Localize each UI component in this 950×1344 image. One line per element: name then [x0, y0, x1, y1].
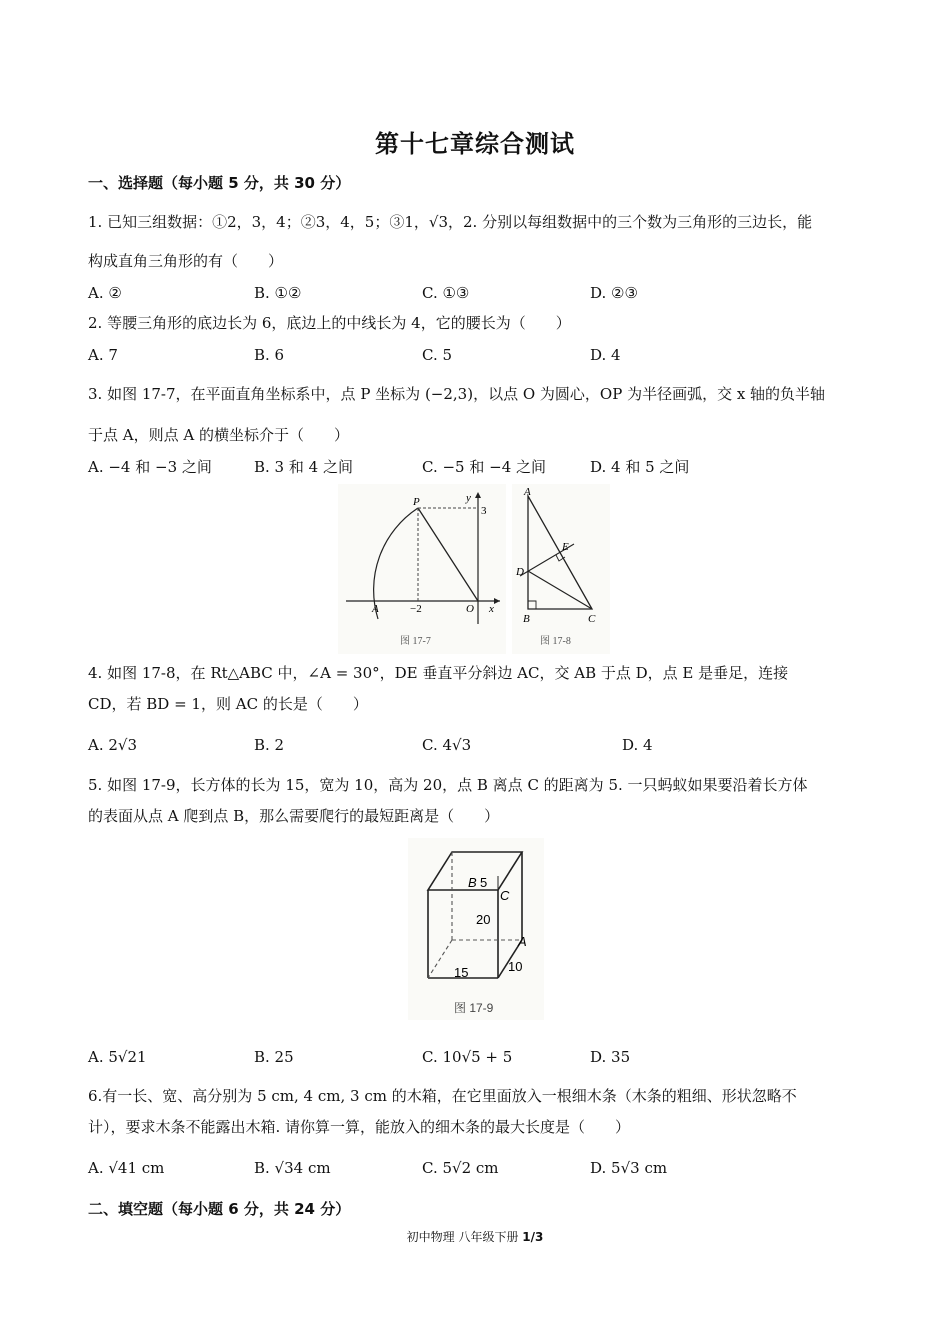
hidden-edge-left: [428, 940, 452, 978]
question-5-text-line-2: 的表面从点 A 爬到点 B，那么需要爬行的最短距离是（ ）: [88, 807, 500, 825]
option-c[interactable]: C. ①③: [422, 284, 470, 302]
option-c[interactable]: C. 10√5 + 5: [422, 1048, 513, 1066]
option-b[interactable]: B. √34 cm: [254, 1159, 331, 1177]
question-3-options: [88, 457, 868, 477]
label-b: B: [523, 613, 530, 625]
question-3-text-line-2: 于点 A，则点 A 的横坐标介于（ ）: [88, 426, 349, 444]
option-d[interactable]: D. 5√3 cm: [590, 1159, 668, 1177]
option-d[interactable]: D. 4: [590, 346, 621, 364]
right-angle-b: [528, 601, 536, 609]
page-title: 第十七章综合测试: [375, 130, 575, 158]
question-4-options: [88, 735, 868, 755]
caption: 图 17-9: [454, 1001, 494, 1015]
label-5: 5: [480, 875, 488, 890]
figure-17-7: [338, 484, 506, 654]
label-b: B: [468, 875, 477, 890]
label-a: A: [524, 486, 531, 498]
section-heading-fill-in: 二、填空题（每小题 6 分，共 24 分）: [88, 1200, 351, 1218]
option-a[interactable]: A. 7: [88, 346, 118, 364]
option-c[interactable]: C. 4√3: [422, 736, 472, 754]
question-4-text-line-2: CD，若 BD = 1，则 AC 的长是（ ）: [88, 695, 368, 713]
question-6-text-line-1: 6.有一长、宽、高分别为 5 cm, 4 cm, 3 cm 的木箱，在它里面放入一根细木条（木条的粗细、形状忽略不: [88, 1087, 797, 1105]
label-minus-2: −2: [410, 603, 422, 615]
option-b[interactable]: B. 2: [254, 736, 285, 754]
question-1-options: [88, 283, 868, 303]
label-o: O: [466, 603, 474, 615]
footer-text: 初中物理 八年级下册: [406, 1230, 519, 1244]
option-b[interactable]: B. 25: [254, 1048, 294, 1066]
label-c: C: [500, 888, 510, 903]
label-c: C: [588, 613, 596, 625]
page-footer: [0, 1228, 950, 1245]
y-axis-arrow: [475, 492, 481, 498]
question-5-options: [88, 1047, 868, 1067]
label-x: x: [489, 603, 494, 615]
page-number: 1/3: [522, 1230, 544, 1244]
option-c[interactable]: C. −5 和 −4 之间: [422, 458, 547, 476]
option-a[interactable]: A. 5√21: [88, 1048, 147, 1066]
option-a[interactable]: A. 2√3: [88, 736, 138, 754]
question-4-text-line-1: 4. 如图 17-8，在 Rt△ABC 中，∠A = 30°，DE 垂直平分斜边 AC，交 AB 于点 D，点 E 是垂足，连接: [88, 664, 789, 682]
option-a[interactable]: A. −4 和 −3 之间: [88, 458, 212, 476]
label-3: 3: [481, 505, 487, 517]
label-d: D: [516, 566, 524, 578]
label-p: P: [413, 496, 420, 508]
question-1-text-line-1: 1. 已知三组数据：①2，3，4；②3，4，5；③1，√3，2. 分别以每组数据中的三个数为三角形的三边长，能: [88, 213, 813, 231]
label-20: 20: [476, 912, 491, 927]
question-2-options: [88, 345, 868, 365]
figure-17-8: [512, 484, 610, 654]
label-a: A: [518, 934, 527, 949]
option-d[interactable]: D. 4: [622, 736, 653, 754]
label-10: 10: [508, 959, 523, 974]
segment-cd: [528, 571, 592, 609]
label-15: 15: [454, 965, 469, 980]
option-d[interactable]: D. 4 和 5 之间: [590, 458, 690, 476]
option-b[interactable]: B. 6: [254, 346, 285, 364]
x-axis-arrow: [494, 598, 500, 604]
caption: 图 17-7: [400, 636, 431, 647]
option-c[interactable]: C. 5: [422, 346, 453, 364]
option-d[interactable]: D. ②③: [590, 284, 638, 302]
question-2-text: 2. 等腰三角形的底边长为 6，底边上的中线长为 4，它的腰长为（ ）: [88, 314, 571, 332]
figure-17-9: [408, 838, 544, 1020]
question-6-options: [88, 1158, 868, 1178]
option-d[interactable]: D. 35: [590, 1048, 631, 1066]
option-a[interactable]: A. ②: [88, 284, 122, 302]
section-heading-choice: 一、选择题（每小题 5 分，共 30 分）: [88, 174, 351, 192]
question-3-text-line-1: 3. 如图 17-7，在平面直角坐标系中，点 P 坐标为 (−2,3)，以点 O 为圆心，OP 为半径画弧，交 x 轴的负半轴: [88, 385, 826, 403]
caption: 图 17-8: [540, 636, 571, 647]
question-6-text-line-2: 计），要求木条不能露出木箱. 请你算一算，能放入的细木条的最大长度是（ ）: [88, 1118, 631, 1136]
question-1-text-line-2: 构成直角三角形的有（ ）: [88, 252, 284, 270]
segment-op: [418, 508, 478, 601]
question-5-text-line-1: 5. 如图 17-9，长方体的长为 15，宽为 10，高为 20，点 B 离点 C 的距离为 5. 一只蚂蚁如果要沿着长方体: [88, 776, 808, 794]
option-b[interactable]: B. ①②: [254, 284, 302, 302]
option-a[interactable]: A. √41 cm: [88, 1159, 165, 1177]
label-a: A: [372, 603, 379, 615]
option-b[interactable]: B. 3 和 4 之间: [254, 458, 353, 476]
label-y: y: [466, 492, 471, 504]
label-e: E: [562, 541, 569, 553]
option-c[interactable]: C. 5√2 cm: [422, 1159, 499, 1177]
